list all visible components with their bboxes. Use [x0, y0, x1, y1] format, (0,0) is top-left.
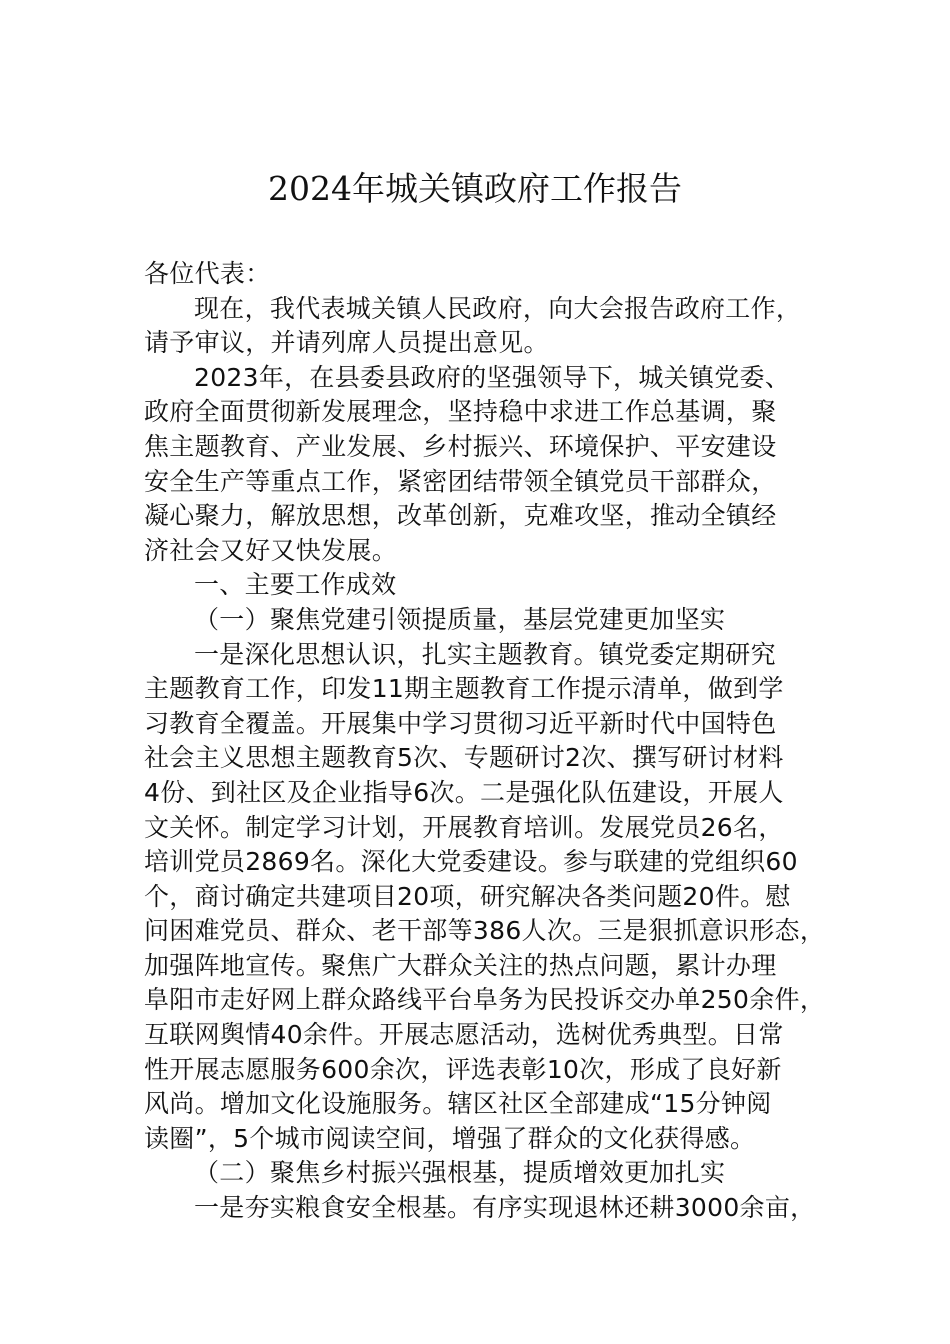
paragraph-line: 各位代表：	[144, 259, 271, 288]
paragraph-line: 安全生产等重点工作，紧密团结带领全镇党员干部群众，	[144, 466, 777, 496]
paragraph-line: 问困难党员、群众、老干部等386人次。三是狠抓意识形态，	[144, 916, 826, 946]
paragraph-line: 济社会又好又快发展。	[144, 535, 398, 565]
paragraph-line: 文关怀。制定学习计划，开展教育培训。发展党员26名，	[144, 812, 784, 842]
paragraph-line: 凝心聚力，解放思想，改革创新，克难攻坚，推动全镇经	[144, 501, 777, 531]
paragraph-line: 风尚。增加文化设施服务。辖区社区全部建成“15分钟阅	[144, 1089, 772, 1119]
paragraph-line: 互联网舆情40余件。开展志愿活动，选树优秀典型。日常	[144, 1020, 784, 1050]
paragraph-line: 一、主要工作成效	[194, 570, 397, 600]
paragraph-line: 一是夯实粮食安全根基。有序实现退林还耕3000余亩，	[194, 1193, 816, 1223]
paragraph-line: （一）聚焦党建引领提质量，基层党建更加坚实	[194, 604, 726, 634]
paragraph-line: 阜阳市走好网上群众路线平台阜务为民投诉交办单250余件，	[144, 985, 826, 1015]
paragraph-line: 社会主义思想主题教育5次、专题研讨2次、撰写研讨材料	[144, 743, 784, 773]
paragraph-line: 主题教育工作，印发11期主题教育工作提示清单，做到学	[144, 674, 784, 704]
paragraph-line: 4份、到社区及企业指导6次。二是强化队伍建设，开展人	[144, 777, 784, 807]
paragraph-line: 现在，我代表城关镇人民政府，向大会报告政府工作，	[194, 293, 802, 323]
paragraph-line: （二）聚焦乡村振兴强根基，提质增效更加扎实	[194, 1158, 726, 1188]
paragraph-line: 读圈”，5个城市阅读空间，增强了群众的文化获得感。	[144, 1123, 756, 1153]
paragraph-line: 加强阵地宣传。聚焦广大群众关注的热点问题，累计办理	[144, 950, 777, 980]
document-title: 2024年城关镇政府工作报告	[268, 169, 682, 208]
paragraph-line: 政府全面贯彻新发展理念，坚持稳中求进工作总基调，聚	[144, 397, 777, 427]
paragraph-line: 习教育全覆盖。开展集中学习贯彻习近平新时代中国特色	[144, 708, 777, 738]
paragraph-line: 2023年，在县委县政府的坚强领导下，城关镇党委、	[194, 362, 791, 392]
paragraph-line: 焦主题教育、产业发展、乡村振兴、环境保护、平安建设	[144, 431, 777, 461]
document-body	[144, 257, 834, 1226]
paragraph-line: 性开展志愿服务600余次，评选表彰10次，形成了良好新	[144, 1054, 782, 1084]
paragraph-line: 请予审议，并请列席人员提出意见。	[144, 328, 549, 358]
paragraph-line: 一是深化思想认识，扎实主题教育。镇党委定期研究	[194, 639, 776, 669]
paragraph-line: 个，商讨确定共建项目20项，研究解决各类问题20件。慰	[144, 881, 791, 911]
paragraph-line: 培训党员2869名。深化大党委建设。参与联建的党组织60	[144, 847, 798, 877]
